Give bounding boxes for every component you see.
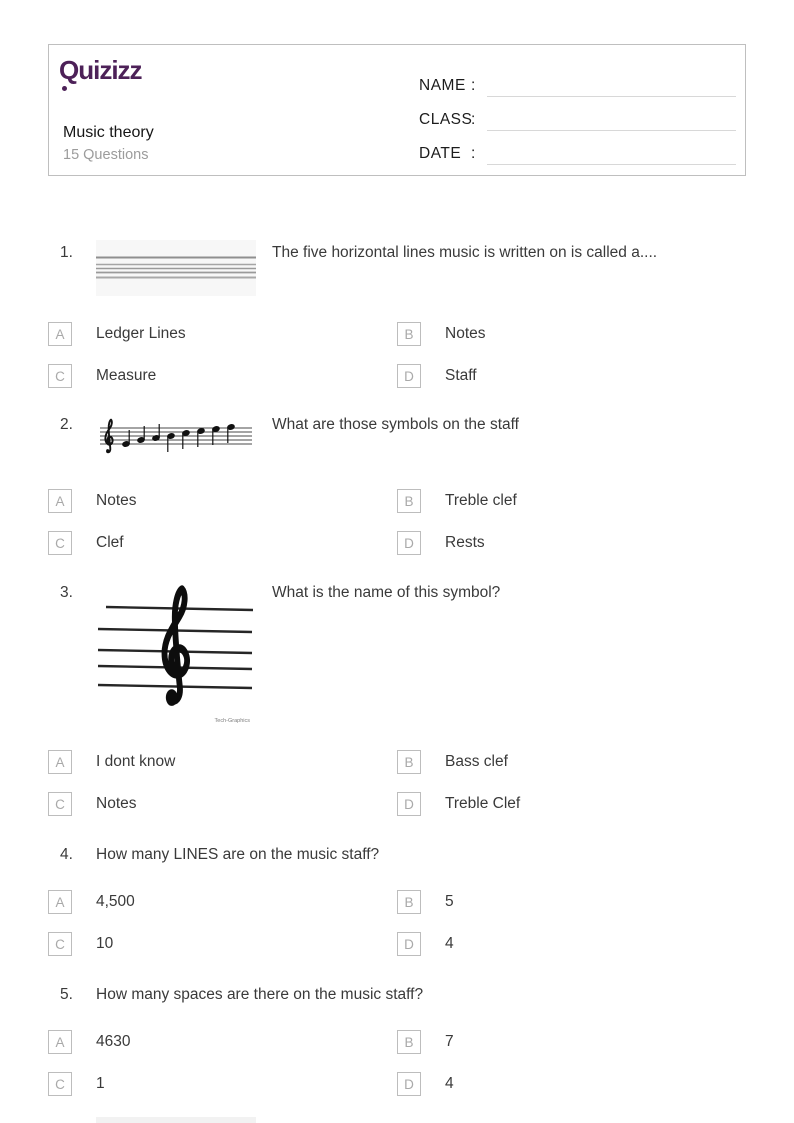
option-letter-box: A: [48, 890, 72, 914]
option-letter-box: B: [397, 750, 421, 774]
option-letter-box: A: [48, 750, 72, 774]
name-field: [419, 69, 736, 103]
class-colon: :: [471, 111, 476, 128]
class-blank-line: [487, 129, 736, 131]
option-label: 4: [445, 1075, 454, 1092]
name-label: NAME: [419, 77, 466, 94]
answer-option: [48, 1072, 397, 1096]
next-question-image-partial: [96, 1117, 256, 1123]
question-1-options-row-1: [48, 322, 746, 346]
option-label: 4630: [96, 1033, 131, 1050]
option-label: 10: [96, 935, 114, 952]
option-letter-box: B: [397, 1030, 421, 1054]
option-label: 7: [445, 1033, 454, 1050]
name-colon: :: [471, 77, 476, 94]
question-1: [48, 238, 746, 296]
answer-option: [397, 1072, 746, 1096]
option-letter-box: B: [397, 489, 421, 513]
answer-option: [48, 322, 397, 346]
question-1-options-row-2: [48, 364, 746, 388]
answer-option: [48, 750, 397, 774]
question-5: [48, 980, 746, 1004]
answer-option: [48, 890, 397, 914]
question-4: [48, 840, 746, 864]
date-label: DATE: [419, 145, 462, 162]
option-letter-box: D: [397, 1072, 421, 1096]
option-letter-box: D: [397, 364, 421, 388]
answer-option: [48, 531, 397, 555]
option-label: Notes: [96, 492, 137, 509]
question-3-options-row-1: [48, 750, 746, 774]
question-count: 15 Questions: [63, 147, 149, 163]
question-2-options-row-1: [48, 489, 746, 513]
class-field: [419, 103, 736, 137]
option-letter-box: C: [48, 531, 72, 555]
question-4-options-row-2: [48, 932, 746, 956]
date-blank-line: [487, 163, 736, 165]
option-letter-box: B: [397, 890, 421, 914]
question-number: 1.: [60, 244, 73, 261]
option-letter-box: D: [397, 792, 421, 816]
quizizz-logo: Quizizz: [59, 55, 142, 85]
treble-clef-image: [96, 580, 256, 728]
question-3-options-row-2: [48, 792, 746, 816]
option-label: Staff: [445, 367, 477, 384]
answer-option: [397, 489, 746, 513]
option-label: Notes: [96, 795, 137, 812]
answer-option: [48, 932, 397, 956]
option-letter-box: C: [48, 1072, 72, 1096]
answer-option: [397, 364, 746, 388]
option-label: Clef: [96, 534, 124, 551]
option-letter-box: A: [48, 489, 72, 513]
date-colon: :: [471, 145, 476, 162]
option-letter-box: C: [48, 364, 72, 388]
question-text: How many LINES are on the music staff?: [96, 846, 380, 863]
question-2-options-row-2: [48, 531, 746, 555]
answer-option: [48, 364, 397, 388]
quiz-title: Music theory: [63, 124, 154, 141]
staff-lines-image: [96, 240, 256, 296]
name-blank-line: [487, 95, 736, 97]
option-label: 4,500: [96, 893, 135, 910]
question-text: What is the name of this symbol?: [272, 584, 501, 601]
notes-on-staff-image: [96, 412, 256, 462]
answer-option: [397, 322, 746, 346]
option-label: 5: [445, 893, 454, 910]
image-watermark: Tech-Graphics: [214, 718, 250, 724]
option-label: 1: [96, 1075, 105, 1092]
question-text: What are those symbols on the staff: [272, 416, 519, 433]
option-letter-box: B: [397, 322, 421, 346]
option-label: Bass clef: [445, 753, 508, 770]
answer-option: [397, 1030, 746, 1054]
option-label: Treble clef: [445, 492, 517, 509]
answer-option: [48, 1030, 397, 1054]
option-label: Measure: [96, 367, 157, 384]
question-number: 2.: [60, 416, 73, 433]
question-text: The five horizontal lines music is written on is called a....: [272, 244, 658, 261]
option-letter-box: C: [48, 792, 72, 816]
option-label: 4: [445, 935, 454, 952]
answer-option: [397, 750, 746, 774]
answer-option: [397, 792, 746, 816]
question-3: [48, 578, 746, 728]
option-letter-box: A: [48, 1030, 72, 1054]
option-label: Treble Clef: [445, 795, 521, 812]
option-label: Rests: [445, 534, 485, 551]
option-letter-box: D: [397, 531, 421, 555]
class-label: CLASS: [419, 111, 473, 128]
option-label: Ledger Lines: [96, 325, 186, 342]
header-box: [48, 44, 746, 176]
question-4-options-row-1: [48, 890, 746, 914]
question-2: [48, 410, 746, 462]
date-field: [419, 137, 736, 171]
option-letter-box: A: [48, 322, 72, 346]
option-label: Notes: [445, 325, 486, 342]
question-number: 4.: [60, 846, 73, 863]
option-letter-box: C: [48, 932, 72, 956]
answer-option: [48, 792, 397, 816]
answer-option: [397, 531, 746, 555]
answer-option: [397, 890, 746, 914]
option-letter-box: D: [397, 932, 421, 956]
question-text: How many spaces are there on the music staff?: [96, 986, 424, 1003]
answer-option: [48, 489, 397, 513]
option-label: I dont know: [96, 753, 176, 770]
question-5-options-row-1: [48, 1030, 746, 1054]
question-number: 3.: [60, 584, 73, 601]
answer-option: [397, 932, 746, 956]
question-5-options-row-2: [48, 1072, 746, 1096]
logo-dot-icon: [62, 86, 67, 91]
student-fields: [419, 69, 736, 171]
question-number: 5.: [60, 986, 73, 1003]
